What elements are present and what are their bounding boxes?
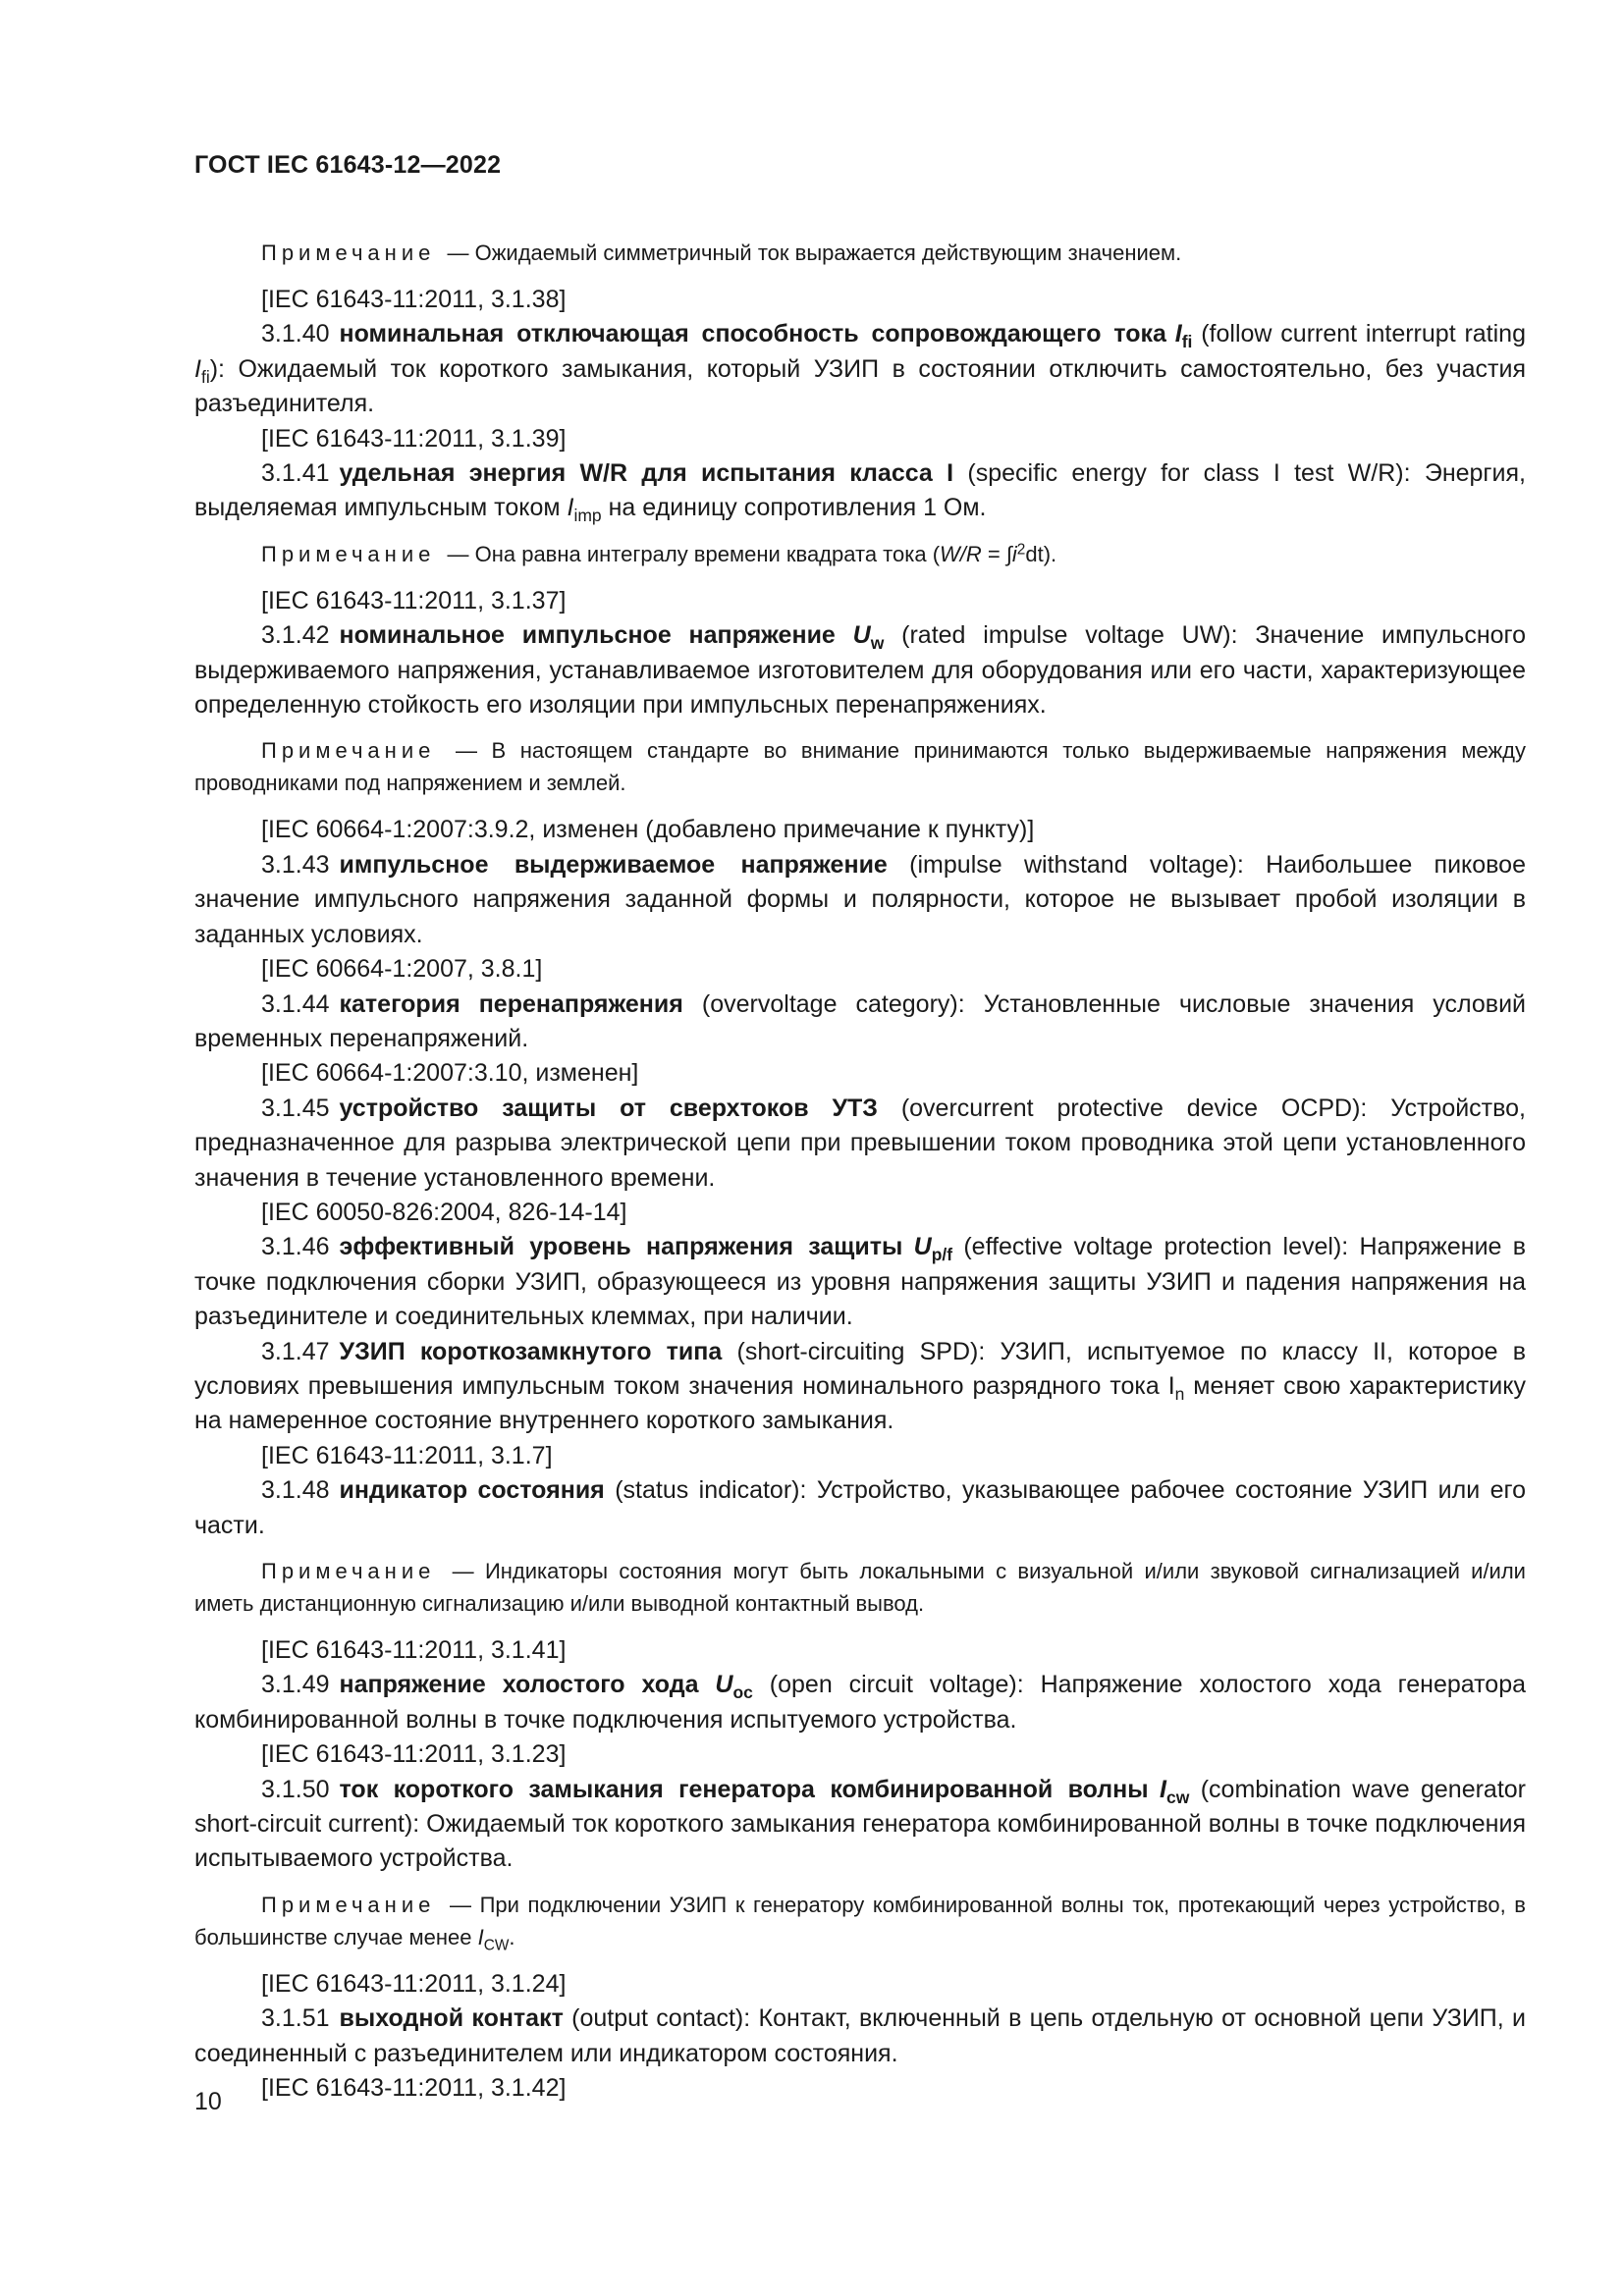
note: Примечание — Ожидаемый симметричный ток выражается действующим значением.	[261, 240, 1182, 265]
reference: [IEC 60664-1:2007:3.9.2, изменен (добавлено примечание к пункту)]	[261, 816, 1035, 844]
document-header: ГОСТ IEC 61643-12—2022	[194, 151, 502, 179]
note: Примечание — Она равна интегралу времени квадрата тока $(W/R = \int i^2dt)$.	[261, 541, 1057, 566]
definition-text: на единицу сопротивления 1 Ом.	[601, 494, 987, 522]
definition-text: (overcurrent protective device OCPD): Устройство, предназначенное для разрыва электрической цепи при превышении током проводника этой цепи установленного значения в течение установленного времени.	[194, 1094, 1526, 1192]
reference: [IEC 61643-11:2011, 3.1.37]	[261, 586, 567, 614]
reference: [IEC 60664-1:2007:3.10, изменен]	[261, 1059, 639, 1088]
reference: [IEC 61643-11:2011, 3.1.24]	[261, 1969, 567, 1998]
term-3-1-42: 3.1.42 номинальное импульсное напряжение $U_w$ (rated impulse voltage UW): Значение импульсного выдерживаемого напряжения, устанавливаемое изготовителем для оборудования или его части, характеризующее определенную стойкость его изоляции при импульсных перенапряжениях.	[194, 621, 1526, 720]
term-title: номинальная отключающая способность сопровождающего тока	[339, 320, 1166, 348]
reference: [IEC 61643-11:2011, 3.1.38]	[261, 286, 567, 313]
term-3-1-45	[194, 1092, 1526, 1196]
note-label: Примечание	[261, 1892, 436, 1917]
note-text: Индикаторы состояния могут быть локальными с визуальной и/или звуковой сигнализацией и/или иметь дистанционную сигнализацию и/или выводной контактный вывод.	[194, 1559, 1526, 1616]
term-title: ток короткого замыкания генератора комбинированной волны	[339, 1775, 1149, 1803]
term-3-1-50: 3.1.50 ток короткого замыкания генератора комбинированной волны $I_{cw}$ (combination wave generator short-circuit current): Ожидаемый ток короткого замыкания генератора комбинированной волны в точке подключения испытываемого устройства.	[194, 1775, 1526, 1873]
clause-number: 3.1.45	[261, 1094, 330, 1122]
term-3-1-48	[194, 1473, 1526, 1543]
definition-text: (rated impulse voltage UW): Значение импульсного выдерживаемого напряжения, устанавливаемое изготовителем для оборудования или его части, характеризующее определенную стойкость его изоляции при импульсных перенапряжениях.	[194, 621, 1526, 720]
clause-number: 3.1.41	[261, 459, 330, 488]
term-title: УЗИП короткозамкнутого типа	[339, 1337, 723, 1365]
term-3-1-44	[194, 988, 1526, 1057]
note-text: Ожидаемый симметричный ток выражается действующим значением.	[474, 240, 1182, 265]
note-label: Примечание	[261, 541, 436, 566]
term-title: индикатор состояния	[339, 1476, 605, 1505]
term-3-1-51	[194, 2002, 1526, 2071]
note-label: Примечание	[261, 738, 436, 764]
reference: [IEC 60050-826:2004, 826-14-14]	[261, 1198, 627, 1226]
reference: [IEC 60664-1:2007, 3.8.1]	[261, 955, 543, 984]
note: Примечание — Индикаторы состояния могут быть локальными с визуальной и/или звуковой сигнализацией и/или иметь дистанционную сигнализацию и/или выводной контактный вывод.	[194, 1559, 1526, 1616]
definition-text: (open circuit voltage): Напряжение холостого хода генератора комбинированной волны в точке подключения испытуемого устройства.	[194, 1671, 1527, 1734]
term-title: категория перенапряжения	[339, 989, 683, 1018]
definition-text: (overvoltage category): Установленные числовые значения условий временных перенапряжений.	[194, 989, 1526, 1052]
clause-number: 3.1.48	[261, 1476, 330, 1505]
term-title: номинальное импульсное напряжение	[339, 621, 836, 650]
term-3-1-46: 3.1.46 эффективный уровень напряжения защиты $U_{p/f}$ (effective voltage protection level): Напряжение в точке подключения сборки УЗИП, образующееся из уровня напряжения защиты УЗИП и падения напряжения на разъединителе и соединительных клеммах, при наличии.	[194, 1233, 1527, 1331]
clause-number: 3.1.42	[261, 621, 330, 650]
reference: [IEC 61643-11:2011, 3.1.41]	[261, 1636, 567, 1664]
page-number: 10	[194, 2088, 222, 2115]
clause-number: 3.1.47	[261, 1337, 330, 1365]
clause-number: 3.1.49	[261, 1671, 330, 1699]
clause-number: 3.1.44	[261, 989, 330, 1018]
term-3-1-47: 3.1.47 УЗИП короткозамкнутого типа (short-circuiting SPD): УЗИП, испытуемое по классу II, которое в условиях превышения импульсным током значения номинального разрядного тока $I_n$ меняет свою характеристику на намеренное состояние внутреннего короткого замыкания.	[194, 1337, 1526, 1435]
note-text: В настоящем стандарте во внимание принимаются только выдерживаемые напряжения между проводниками под напряжением и землей.	[194, 738, 1526, 796]
note-label: Примечание	[261, 240, 436, 265]
definition-text: (combination wave generator short-circuit current): Ожидаемый ток короткого замыкания генератора комбинированной волны в точке подключения испытываемого устройства.	[194, 1775, 1526, 1873]
definition-text: (output contact): Контакт, включенный в цепь отдельную от основной цепи УЗИП, и соединенный с разъединителем или индикатором состояния.	[194, 2004, 1526, 2067]
reference: [IEC 61643-11:2011, 3.1.23]	[261, 1740, 567, 1769]
reference: [IEC 61643-11:2011, 3.1.7]	[261, 1441, 553, 1469]
term-title: импульсное выдерживаемое напряжение	[339, 850, 888, 879]
note: Примечание — В настоящем стандарте во внимание принимаются только выдерживаемые напряжения между проводниками под напряжением и землей.	[194, 738, 1526, 796]
term-title: удельная энергия W/R для испытания класса I	[339, 459, 954, 488]
definition-text: (status indicator): Устройство, указывающее рабочее состояние УЗИП или его части.	[194, 1476, 1526, 1539]
term-title: выходной контакт	[339, 2004, 564, 2033]
term-3-1-43	[194, 848, 1526, 952]
note-label: Примечание	[261, 1559, 436, 1583]
clause-number: 3.1.43	[261, 850, 330, 879]
term-title: устройство защиты от сверхтоков УТЗ	[339, 1094, 878, 1122]
clause-number: 3.1.50	[261, 1775, 330, 1803]
clause-number: 3.1.40	[261, 320, 330, 348]
term-title: напряжение холостого хода	[339, 1671, 699, 1699]
term-3-1-41: 3.1.41 удельная энергия W/R для испытания класса I (specific energy for class I test W/R): Энергия, выделяемая импульсным током $I_{imp}$ на единицу сопротивления 1 Ом.	[194, 459, 1526, 526]
definition-text: (impulse withstand voltage): Наибольшее пиковое значение импульсного напряжения заданной формы и полярности, которое не вызывает пробой изоляции в заданных условиях.	[194, 850, 1526, 948]
reference: [IEC 61643-11:2011, 3.1.42]	[261, 2074, 567, 2103]
reference: [IEC 61643-11:2011, 3.1.39]	[261, 424, 567, 453]
clause-number: 3.1.46	[261, 1233, 330, 1261]
definition-text: ): Ожидаемый ток короткого замыкания, который УЗИП в состоянии отключить самостоятельно, без участия разъединителя.	[194, 354, 1526, 418]
clause-number: 3.1.51	[261, 2004, 330, 2033]
term-3-1-40: 3.1.40 номинальная отключающая способность сопровождающего тока $I_{fi}$ (follow current interrupt rating $I_{fi}$): Ожидаемый ток короткого замыкания, который УЗИП в состоянии отключить самостоятельно, без участия разъединителя.	[194, 320, 1526, 418]
note: Примечание — При подключении УЗИП к генератору комбинированной волны ток, протекающий через устройство, в большинстве случае менее $I_{CW}$.	[194, 1892, 1526, 1954]
term-title: эффективный уровень напряжения защиты	[339, 1233, 903, 1261]
document-page	[194, 147, 1526, 2106]
definition-text: (effective voltage protection level): Напряжение в точке подключения сборки УЗИП, образующееся из уровня напряжения защиты УЗИП и падения напряжения на разъединителе и соединительных клеммах, при наличии.	[194, 1233, 1527, 1331]
term-3-1-49: 3.1.49 напряжение холостого хода $U_{oc}$ (open circuit voltage): Напряжение холостого хода генератора комбинированной волны в точке подключения испытуемого устройства.	[194, 1671, 1527, 1734]
